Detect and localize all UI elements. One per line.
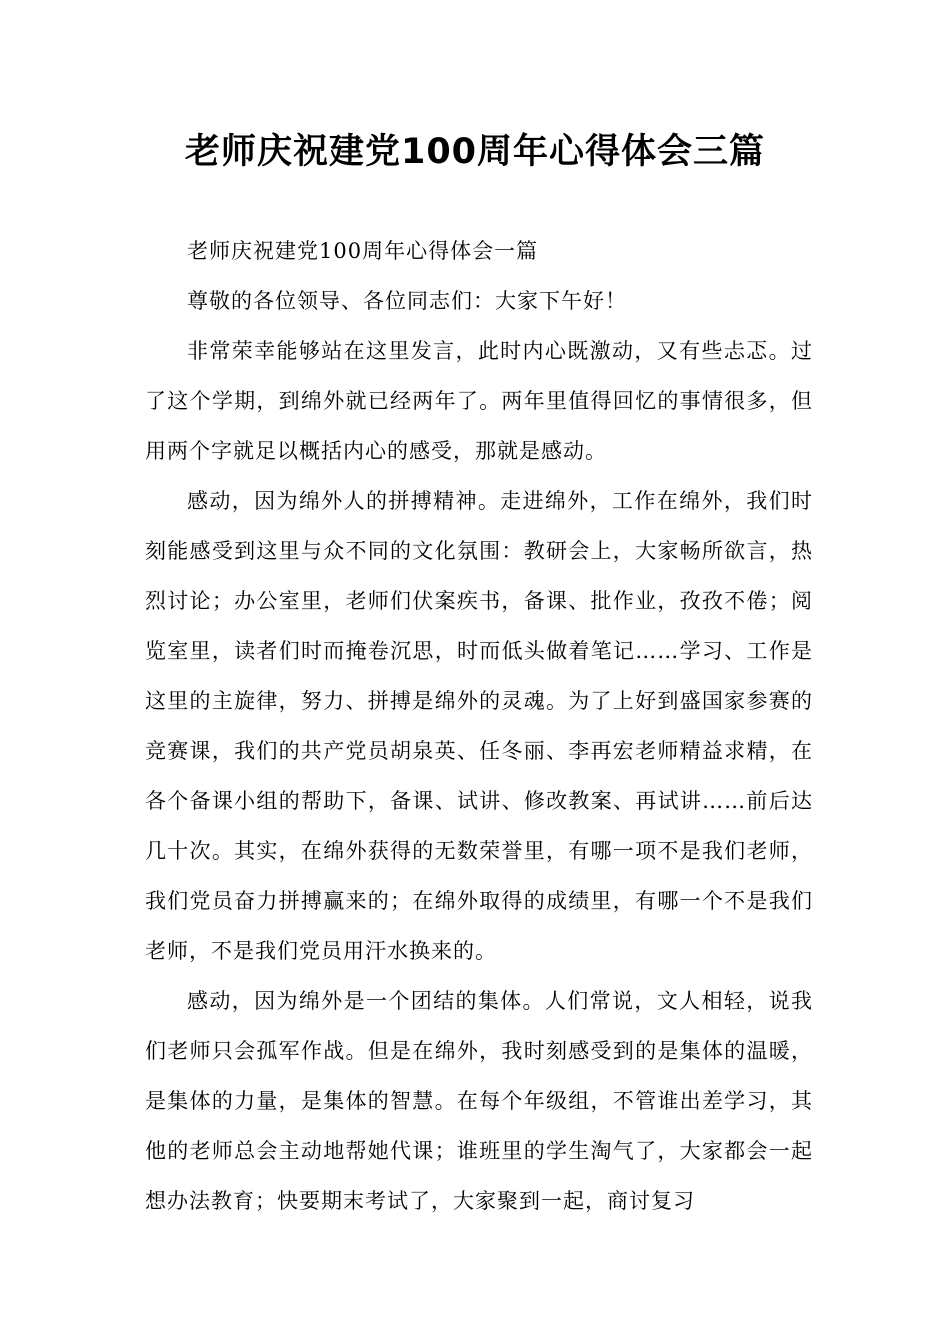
- document-body: [145, 226, 813, 1226]
- body-paragraph: 感动，因为绵外人的拼搏精神。走进绵外，工作在绵外，我们时刻能感受到这里与众不同的文化氛围：教研会上，大家畅所欲言，热烈讨论；办公室里，老师们伏案疾书，备课、批作业，孜孜不倦；阅览室里，读者们时而掩卷沉思，时而低头做着笔记……学习、工作是这里的主旋律，努力、拼搏是绵外的灵魂。为了上好到盛国家参赛的竞赛课，我们的共产党员胡泉英、任冬丽、李再宏老师精益求精，在各个备课小组的帮助下，备课、试讲、修改教案、再试讲……前后达几十次。其实，在绵外获得的无数荣誉里，有哪一项不是我们老师，我们党员奋力拼搏赢来的；在绵外取得的成绩里，有哪一个不是我们老师，不是我们党员用汗水换来的。: [145, 489, 813, 963]
- body-paragraph: 非常荣幸能够站在这里发言，此时内心既激动，又有些忐忑。过了这个学期，到绵外就已经两年了。两年里值得回忆的事情很多，但用两个字就足以概括内心的感受，那就是感动。: [145, 339, 813, 463]
- subtitle-paragraph: 老师庆祝建党100周年心得体会一篇: [187, 239, 539, 263]
- document-title: 老师庆祝建党100周年心得体会三篇: [184, 132, 766, 172]
- body-paragraph: 感动，因为绵外是一个团结的集体。人们常说，文人相轻，说我们老师只会孤军作战。但是在绵外，我时刻感受到的是集体的温暖，是集体的力量，是集体的智慧。在每个年级组，不管谁出差学习，其他的老师总会主动地帮她代课；谁班里的学生淘气了，大家都会一起想办法教育；快要期末考试了，大家聚到一起，商讨复习: [145, 989, 813, 1213]
- greeting-paragraph: 尊敬的各位领导、各位同志们：大家下午好！: [187, 289, 627, 313]
